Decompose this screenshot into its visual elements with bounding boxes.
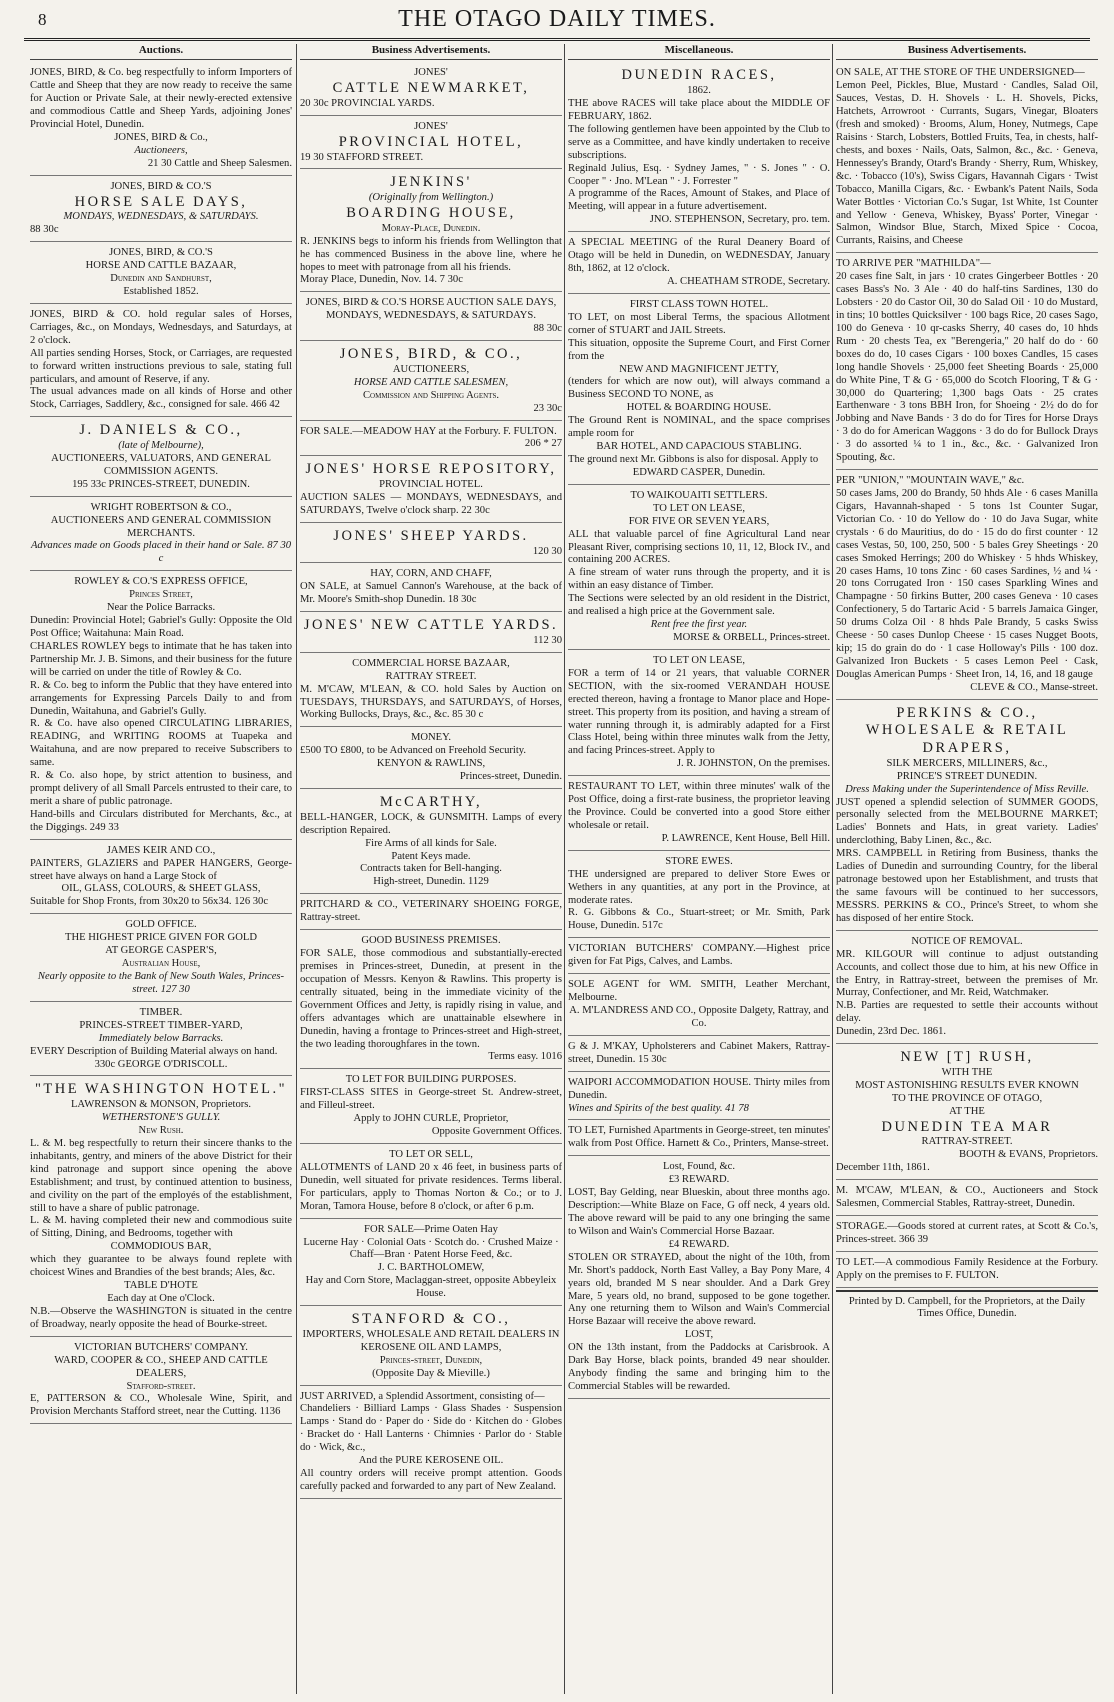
ad-text: MONEY. [410, 732, 452, 744]
ad-text: The ground next Mr. Gibbons is also for disposal. Apply to [568, 453, 819, 465]
advertisement [30, 64, 292, 175]
ad-text: Fire Arms of all kinds for Sale. [365, 837, 497, 849]
ad-text: TO LET, Furnished Apartments in George-street, ten minutes' walk from Post Office. Harnett & Co., Printers, Manse-street. [568, 1125, 830, 1150]
ad-text: All country orders will receive prompt attention. Goods carefully packed and forwarded to any part of New Zealand. [300, 1468, 562, 1492]
ad-headline: PROVINCIAL HOTEL, [338, 133, 524, 150]
ad-text: AT THE [949, 1105, 985, 1117]
ad-text: MORSE & ORBELL, Princes-street. [673, 631, 830, 643]
advertisement [836, 472, 1098, 700]
ad-text: Moray Place, Dunedin, Nov. 14. 7 30c [300, 274, 463, 286]
ad-text: 88 30c [30, 224, 59, 236]
ad-text: TO LET, on most Liberal Terms, the spacious Allotment corner of STUART and JAIL Streets. [568, 311, 830, 336]
ad-text: JONES' [414, 120, 448, 132]
advertisement [30, 419, 292, 496]
ad-headline: JONES, BIRD, & CO., [339, 346, 523, 363]
ad-text: STOLEN OR STRAYED, about the night of the 10th, from Mr. Short's paddock, North East Valley, a Bay Pony Mare, 4 years old, branded M S near shoulder. And a Dark Grey Mare, 5 years old, no brand, supposed to be gone together. Any one returning them to Wilson and Wain's Commercial Horse Bazaar will receive the above reward. [568, 1251, 830, 1328]
ad-text: New Rush. [138, 1125, 184, 1136]
ad-text: Commission and Shipping Agents. [362, 389, 499, 401]
ad-text: RATTRAY STREET. [385, 670, 477, 682]
ad-text: R. & Co. beg to inform the Public that they have entered into arrangements for Expressing Parcels Daily to and from Dunedin, Waitahuna, and Gabriel's Gully. [30, 679, 292, 717]
advertisement [568, 487, 830, 650]
ad-text: HOTEL & BOARDING HOUSE. [626, 402, 772, 414]
ad-text: All parties sending Horses, Stock, or Carriages, are requested to forward written instructions previous to sale, stating full particulars, and amount of Reserve, if any. [30, 347, 292, 385]
ad-text: Wines and Spirits of the best quality. 41 78 [568, 1102, 749, 1114]
ad-text: A SPECIAL MEETING of the Rural Deanery Board of Otago will be held in Dunedin, on WEDNESDAY, January 8th, 1862, at 12 o'clock. [568, 237, 830, 275]
ad-text: JONES, BIRD, & Co. beg respectfully to inform Importers of Cattle and Sheep that they are now ready to receive the same for Auction or Private Sale, at their newly-erected extensive and commodious Cattle and Sheep Yards, adjoining Jones' Provincial Hotel, Dunedin. [30, 67, 292, 131]
column-heading: Business Advertisements. [836, 44, 1098, 60]
ad-text: The Sections were selected by an old resident in the District, and realised a high price at the Government sale. [568, 593, 830, 618]
ad-text: High-street, Dunedin. 1129 [373, 876, 489, 888]
column-heading: Miscellaneous. [568, 44, 830, 60]
ad-text: The following gentlemen have been appointed by the Club to serve as a Committee, and have kindly undertaken to receive subscriptions. [568, 123, 830, 161]
ad-text: A. CHEATHAM STRODE, Secretary. [667, 276, 830, 287]
ad-text: FIRST-CLASS SITES in George-street St. Andrew-street, and Filleul-street. [300, 1087, 562, 1112]
ad-text: Each day at One o'Clock. [107, 1292, 215, 1304]
advertisement [568, 940, 830, 974]
ad-text: FOR SALE—Prime Oaten Hay [364, 1223, 498, 1235]
ad-text: Stafford-street. [126, 1380, 196, 1392]
ad-text: L. & M. having completed their new and commodious suite of Sitting, Dining, and Bedrooms, together with [30, 1215, 292, 1240]
ad-text: PER "UNION," "MOUNTAIN WAVE," &c. [836, 475, 1025, 487]
ad-text: CLEVE & CO., Manse-street. [970, 681, 1098, 693]
advertisement [300, 1388, 562, 1499]
advertisement [300, 343, 562, 420]
ad-text: OIL, GLASS, COLOURS, & SHEET GLASS, [61, 883, 261, 895]
newspaper-title: THE OTAGO DAILY TIMES. [398, 6, 716, 32]
advertisement [300, 64, 562, 116]
ad-text: FIRST CLASS TOWN HOTEL. [629, 298, 769, 310]
advertisement [300, 294, 562, 341]
ad-text: MONDAYS, WEDNESDAYS, & SATURDAYS. [326, 310, 536, 322]
ad-text: 330c GEORGE O'DRISCOLL. [94, 1058, 228, 1070]
ad-text: £3 REWARD. [668, 1174, 730, 1186]
advertisement [300, 1146, 562, 1219]
ad-text: WITH THE [941, 1066, 993, 1078]
advertisement [30, 1004, 292, 1077]
ad-headline: NEW [T] RUSH, [900, 1049, 1034, 1066]
advertisement [300, 525, 562, 564]
ad-text: IMPORTERS, WHOLESALE AND RETAIL DEALERS IN [302, 1328, 560, 1340]
ad-text: ON SALE, AT THE STORE OF THE UNDERSIGNED— [836, 67, 1085, 79]
column-divider [296, 44, 297, 1694]
ad-text: Immediately below Barracks. [98, 1032, 224, 1044]
ad-text: HORSE AND CATTLE BAZAAR, [85, 260, 237, 272]
ad-text: Patent Keys made. [391, 850, 471, 862]
advertisement [300, 565, 562, 612]
ad-text: JAMES KEIR AND CO., [106, 844, 216, 856]
ad-text: 120 30 [532, 545, 562, 557]
ad-text: TO WAIKOUAITI SETTLERS. [630, 489, 768, 501]
ad-text: JONES, BIRD & CO.'S HORSE AUCTION SALE DAYS, [305, 297, 557, 309]
column-4 [836, 44, 1098, 1694]
ad-text: TO LET ON LEASE, [652, 502, 745, 514]
ad-headline: DUNEDIN TEA MAR [881, 1118, 1053, 1135]
ad-text: (Originally from Wellington.) [368, 192, 494, 204]
ad-text: The usual advances made on all kinds of Horse and other Stock, Carriages, Saddlery, &c., consigned for sale. 466 42 [30, 386, 292, 411]
ad-headline: CATTLE NEWMARKET, [332, 80, 530, 97]
advertisement [30, 842, 292, 915]
advertisement [300, 896, 562, 930]
ad-text: STORE EWES. [665, 855, 733, 867]
ad-text: PAINTERS, GLAZIERS and PAPER HANGERS, George-street have always on hand a Large Stock of [30, 857, 292, 882]
ad-text: N.B. Parties are requested to settle their accounts without delay. [836, 1000, 1098, 1025]
ad-text: (late of Melbourne), [118, 439, 204, 451]
ad-text: PRINCE'S STREET DUNEDIN. [896, 770, 1038, 782]
ad-headline: BOARDING HOUSE, [346, 205, 516, 222]
ad-text: AUCTIONEERS AND GENERAL COMMISSION MERCHANTS. [50, 514, 272, 539]
ad-text: R. JENKINS begs to inform his friends from Wellington that he has commenced Business in the above line, where he hopes to meet with patronage from all his friends. [300, 235, 562, 273]
ad-text: Terms easy. 1016 [488, 1051, 562, 1063]
column-divider [564, 44, 565, 1694]
ad-text: Lucerne Hay · Colonial Oats · Scotch do. · Crushed Maize · Chaff—Bran · Patent Horse Feed, &c. [303, 1236, 559, 1261]
advertisement [568, 976, 830, 1036]
ad-text: Lemon Peel, Pickles, Blue, Mustard · Candles, Salad Oil, Sauces, Vestas, D. H. Shovels · L. H. Shovels, Picks, Hatchets, Arrowroot · Currants, Sugars, Vinegar, Bloaters (fresh and smoked) · Brooms, Alum, Honey, Nutmegs, Cape Raisins · Starch, Lobsters, Bottled Fruits, Tea, in chests, half-chests, and boxes · Nails, Oats, Salmon, &c., &c. · Geneva, Hennessey's Brandy, Otard's Brandy · Sherry, Rum, Whiskey, &c. · Tobacco (10's), Swiss Cigars, Havannah Cigars · Twist Tobacco, Manilla Cigars, &c. · Ewbank's Patent Nails, Soda Water Bottles · Victorian Co.'s Sugar, 1st White, 1st Counter and Yellow · Geneva, Whiskey, Byass' Porter, Vinegar · Salmon, Windsor Blue, Starch, Mixed Spice · Cocoa, Currants, Raisins, and Cheese [836, 80, 1098, 247]
ad-text: ON SALE, at Samuel Cannon's Warehouse, at the back of Mr. Moore's Smith-shop Dunedin. 18 30c [300, 581, 562, 606]
masthead [24, 6, 1090, 36]
ad-text: Reginald Julius, Esq. · Sydney James, " · S. Jones " · O. Cooper " · Jno. M'Lean " · J. Forrester " [568, 162, 830, 187]
ad-text: VICTORIAN BUTCHERS' COMPANY. [74, 1341, 248, 1353]
page-number: 8 [38, 10, 47, 29]
column-3 [568, 44, 830, 1694]
advertisement [836, 1182, 1098, 1216]
ad-text: MOST ASTONISHING RESULTS EVER KNOWN [855, 1079, 1079, 1091]
advertisement [568, 1074, 830, 1121]
ad-text: LOST, [684, 1329, 714, 1341]
ad-headline: "THE WASHINGTON HOTEL." [34, 1081, 288, 1098]
ad-text: J. R. JOHNSTON, On the premises. [676, 758, 830, 770]
advertisement [300, 655, 562, 728]
ad-text: ALL that valuable parcel of fine Agricultural Land near Pleasant River, comprising sections 10, 11, 12, Block IV., and containing 200 ACRES. [568, 528, 830, 566]
printer-imprint: Printed by D. Campbell, for the Proprietors, at the Daily Times Office, Dunedin. [836, 1290, 1098, 1322]
column-2 [300, 44, 562, 1694]
advertisement [300, 1221, 562, 1307]
ad-text: £500 TO £800, to be Advanced on Freehold Security. [300, 745, 527, 757]
ad-text: R. & Co. have also opened CIRCULATING LIBRARIES, READING, and WRITING ROOMS at Tuapeka and Waitahuna, and are now prepared to receive Subscribers to same. [30, 718, 292, 769]
advertisement [30, 1078, 292, 1336]
advertisement [836, 1046, 1098, 1180]
ad-text: JUST ARRIVED, a Splendid Assortment, consisting of— [300, 1390, 545, 1402]
advertisement [568, 652, 830, 776]
advertisement [300, 729, 562, 789]
ad-text: 1862. [687, 85, 711, 97]
advertisement [568, 1122, 830, 1156]
advertisement [300, 932, 562, 1069]
ad-text: BOOTH & EVANS, Proprietors. [959, 1149, 1098, 1161]
ad-text: 112 30 [533, 634, 562, 646]
ad-text: JUST opened a splendid selection of SUMMER GOODS, personally selected from the MELBOURNE MARKET; Ladies' Bonnets and Hats, in great variety. Ladies' underclothing, Baby Linen, &c., &c. [836, 796, 1098, 847]
ad-text: R. & Co. also hope, by strict attention to business, and prompt delivery of all Small Parcels entrusted to their care, to merit a share of public patronage. [30, 770, 292, 807]
ad-text: Moray-Place, Dunedin. [381, 222, 481, 234]
ad-text: JONES, BIRD & CO.'S [110, 180, 212, 192]
ad-text: The Ground Rent is NOMINAL, and the space comprises ample room for [568, 415, 830, 440]
column-divider [832, 44, 833, 1694]
ad-text: AUCTIONEERS, [392, 363, 470, 375]
ad-text: N.B.—Observe the WASHINGTON is situated in the centre of Broadway, nearly opposite the head of Bourke-street. [30, 1305, 292, 1330]
advertisement [30, 1339, 292, 1425]
ad-text: BELL-HANGER, LOCK, & GUNSMITH. Lamps of every description Repaired. [300, 811, 562, 836]
ad-text: Dunedin: Provincial Hotel; Gabriel's Gully: Opposite the Old Post Office; Waitahuna: Main Road. [30, 615, 292, 639]
advertisement [300, 118, 562, 170]
ad-text: TO LET OR SELL, [389, 1148, 473, 1160]
advertisement [836, 1218, 1098, 1252]
ad-text: WAIPORI ACCOMMODATION HOUSE. Thirty miles from Dunedin. [568, 1076, 830, 1101]
ad-text: 19 30 STAFFORD STREET. [300, 151, 424, 163]
advertisement [300, 614, 562, 653]
ad-text: A fine stream of water runs through the property, and it is within an easy distance of Timber. [568, 567, 830, 592]
ad-text: M. M'CAW, M'LEAN, & CO., Auctioneers and Stock Salesmen, Commercial Stables, Rattray-street, Dunedin. [836, 1184, 1098, 1209]
ad-text: Contracts taken for Bell-hanging. [360, 863, 502, 875]
ad-text: Princes-street, Dunedin, [379, 1354, 483, 1366]
ad-text: Lost, Found, &c. [662, 1161, 736, 1173]
ad-text: HAY, CORN, AND CHAFF, [370, 568, 492, 580]
ad-text: MONDAYS, WEDNESDAYS, & SATURDAYS. [63, 211, 259, 223]
ad-text: 195 33c PRINCES-STREET, DUNEDIN. [72, 478, 250, 490]
advertisement [568, 234, 830, 294]
ad-text: AUCTIONEERS, VALUATORS, AND GENERAL COMMISSION AGENTS. [51, 452, 271, 477]
ad-text: G & J. M'KAY, Upholsterers and Cabinet Makers, Rattray-street, Dunedin. 15 30c [568, 1040, 830, 1065]
ad-text: P. LAWRENCE, Kent House, Bell Hill. [661, 832, 830, 844]
ad-text: BAR HOTEL, AND CAPACIOUS STABLING. [596, 441, 802, 453]
ad-text: EVERY Description of Building Material always on hand. [30, 1045, 278, 1057]
advertisement [836, 64, 1098, 253]
ad-text: JNO. STEPHENSON, Secretary, pro. tem. [649, 214, 830, 226]
ad-text: WRIGHT ROBERTSON & CO., [90, 501, 232, 513]
advertisement [568, 853, 830, 939]
masthead-rule [24, 38, 1090, 41]
ad-text: Near the Police Barracks. [106, 602, 216, 614]
ad-text: JONES, BIRD & Co., [114, 132, 208, 144]
ad-text: J. C. BARTHOLOMEW, [377, 1262, 485, 1274]
ad-headline: JONES' HORSE REPOSITORY, [305, 461, 557, 478]
ad-text: 20 30c PROVINCIAL YARDS. [300, 98, 435, 110]
ad-text: THE HIGHEST PRICE GIVEN FOR GOLD [65, 932, 257, 944]
ad-text: TO ARRIVE PER "MATHILDA"— [836, 258, 991, 270]
column-heading: Business Advertisements. [300, 44, 562, 60]
ad-text: Nearly opposite to the Bank of New South Wales, Princes-street. 127 30 [37, 971, 285, 995]
ad-text: TO THE PROVINCE OF OTAGO, [891, 1092, 1043, 1104]
ad-headline: J. DANIELS & CO., [79, 422, 243, 439]
ad-text: M. M'CAW, M'LEAN, & CO. hold Sales by Auction on TUESDAYS, THURSDAYS, and SATURDAYS, of Horses, Working Bullocks, Drays, &c., &c. 85 30 c [300, 683, 562, 721]
ad-text: Princes-street, Dunedin. [459, 771, 562, 783]
advertisement [300, 791, 562, 894]
ad-headline: McCARTHY, [379, 794, 483, 811]
advertisement [836, 1254, 1098, 1288]
ad-text: L. & M. beg respectfully to return their sincere thanks to the inhabitants, gentry, and miners of the above District for their kind patronage and support since opening the above Establishment; and trust, by continued attention to business, and civility on the part of the employés of the establishment, still to have a share of public patronage. [30, 1137, 292, 1214]
ad-text: Chandeliers · Billiard Lamps · Glass Shades · Suspension Lamps · Stand do · Paper do · Side do · Kitchen do · Globes · Bracket do · Hall Lanterns · Chimnies · Parlor do · Stable do · Wick, &c., [300, 1403, 562, 1454]
ad-text: Apply to JOHN CURLE, Proprietor, [353, 1113, 509, 1125]
ad-headline: WHOLESALE & RETAIL DRAPERS, [865, 722, 1069, 757]
ad-text: PRITCHARD & CO., VETERINARY SHOEING FORGE, Rattray-street. [300, 899, 562, 924]
ad-text: 88 30c [533, 323, 562, 335]
ad-text: Auctioneers, [134, 144, 188, 156]
ad-text: Hand-bills and Circulars distributed for Merchants, &c., at the Diggings. 249 33 [30, 808, 292, 833]
ad-text: LOST, Bay Gelding, near Blueskin, about three months ago. Description:—White Blaze on Face, G off neck, 4 years old. The above reward will be paid to any one bringing the same to Wilson and Wain's Commercial Horse Bazaar. [568, 1187, 830, 1237]
advertisement [30, 244, 292, 304]
ad-text: ALLOTMENTS of LAND 20 x 46 feet, in business parts of Dunedin, well situated for private residences. Terms liberal. For particulars, apply to Thomas Norton & Co.; or to J. Moran, Tamora House, before 8 o'clock, or after 6 p.m. [300, 1161, 562, 1212]
ad-text: which they guarantee to be always found replete with choicest Wines and Brandies of the best brands; Ales, &c. [30, 1254, 292, 1279]
ad-text: TO LET FOR BUILDING PURPOSES. [345, 1074, 517, 1086]
ad-text: NOTICE OF REMOVAL. [911, 935, 1023, 947]
advertisement [30, 306, 292, 417]
ad-text: Australian House, [121, 958, 201, 970]
advertisement [30, 499, 292, 572]
ad-headline: JONES' NEW CATTLE YARDS. [303, 617, 559, 634]
ad-text: VICTORIAN BUTCHERS' COMPANY.—Highest price given for Fat Pigs, Calves, and Lambs. [568, 943, 830, 968]
ad-text: JONES, BIRD & CO. hold regular sales of Horses, Carriages, &c., on Mondays, Wednesdays, and Saturdays, at 2 o'clock. [30, 308, 292, 346]
ad-text: 206 * 27 [524, 438, 562, 450]
ad-text: AUCTION SALES — MONDAYS, WEDNESDAYS, and SATURDAYS, Twelve o'clock sharp. 22 30c [300, 491, 562, 516]
advertisement [568, 296, 830, 485]
ad-text: TABLE D'HOTE [124, 1280, 198, 1292]
advertisement [30, 178, 292, 242]
ad-text: Advances made on Goods placed in their hand or Sale. 87 30 c [30, 540, 292, 565]
advertisement [836, 255, 1098, 470]
ad-text: Established 1852. [123, 286, 199, 297]
ad-text: STORAGE.—Goods stored at current rates, at Scott & Co.'s, Princes-street. 366 39 [836, 1220, 1098, 1245]
ad-headline: STANFORD & CO., [351, 1311, 511, 1328]
ad-text: MRS. CAMPBELL in Retiring from Business, thanks the Ladies of Dunedin and surrounding Country, for the liberal patronage bestowed upon her Establishment, and trusts that the same favours will be continued to her successors, MESSRS. PERKINS & CO., Prince's Street, to whom she has disposed of her entire Stock. [836, 848, 1098, 924]
ad-text: THE above RACES will take place about the MIDDLE OF FEBRUARY, 1862. [568, 98, 830, 122]
ad-text: FOR SALE.—MEADOW HAY at the Forbury. F. FULTON. [300, 425, 557, 437]
ad-text: TO LET.—A commodious Family Residence at the Forbury. Apply on the premises to F. FULTON. [836, 1256, 1098, 1281]
advertisement [30, 916, 292, 1002]
ad-headline: JONES' SHEEP YARDS. [333, 527, 529, 544]
ad-text: Suitable for Shop Fronts, from 30x20 to 56x34. 126 30c [30, 896, 269, 908]
ad-text: A. M'LANDRESS AND CO., Opposite Dalgety, Rattray, and Co. [569, 1005, 829, 1029]
ad-text: December 11th, 1861. [836, 1162, 930, 1174]
ad-text: ON the 13th instant, from the Paddocks at Carisbrook. A Dark Bay Horse, black points, branded 49 near shoulder. Anybody finding the same and bringing him to the Commercial Stables will be rewarded. [568, 1342, 830, 1392]
ad-text: R. G. Gibbons & Co., Stuart-street; or Mr. Smith, Park House, Dunedin. 517c [568, 907, 830, 932]
advertisement [568, 1158, 830, 1399]
ad-text: This situation, opposite the Supreme Court, and First Corner from the [568, 337, 830, 362]
ad-text: RATTRAY-STREET. [921, 1136, 1013, 1148]
advertisement [836, 933, 1098, 1044]
advertisement [836, 702, 1098, 931]
column-heading: Auctions. [30, 44, 292, 60]
advertisement [300, 171, 562, 292]
ad-text: E, PATTERSON & CO., Wholesale Wine, Spirit, and Provision Merchants Stafford street, near the Cutting. 1136 [30, 1393, 292, 1418]
advertisement [30, 573, 292, 839]
ad-text: MR. KILGOUR will continue to adjust outstanding Accounts, and collect those due to him, at his new Office in the Entry, in Rattray-street, between the premises of Mr. Murray, Confectioner, and Mr. Reid, Watchmaker. [836, 948, 1098, 999]
ad-text: Dunedin, 23rd Dec. 1861. [836, 1026, 947, 1038]
ad-text: RESTAURANT TO LET, within three minutes' walk of the Post Office, doing a first-rate business, the proprietor leaving the Province. Could be converted into a good Store either wholesale or retail. [568, 781, 830, 831]
ad-text: WETHERSTONE'S GULLY. [101, 1112, 221, 1124]
ad-text: KENYON & RAWLINS, [376, 758, 486, 770]
ad-text: Hay and Corn Store, Maclaggan-street, opposite Abbeyleix House. [305, 1275, 557, 1300]
ad-text: Princes Street, [129, 589, 193, 601]
ad-text: HORSE AND CATTLE SALESMEN, [353, 376, 509, 388]
ad-text: COMMODIOUS BAR, [110, 1241, 212, 1253]
ad-text: SILK MERCERS, MILLINERS, &c., [886, 757, 1048, 769]
advertisement [300, 458, 562, 522]
ad-text: SOLE AGENT for WM. SMITH, Leather Merchant, Melbourne. [568, 979, 830, 1004]
advertisement [300, 1071, 562, 1144]
ad-text: JONES, BIRD, & CO.'S [109, 247, 213, 259]
ad-text: WARD, COOPER & CO., SHEEP AND CATTLE DEALERS, [54, 1354, 268, 1379]
ad-headline: DUNEDIN RACES, [621, 67, 777, 84]
ad-text: JONES' [414, 67, 448, 79]
ad-text: PRINCES-STREET TIMBER-YARD, [79, 1019, 243, 1031]
ad-text: £4 REWARD. [668, 1238, 730, 1250]
ad-text: EDWARD CASPER, Dunedin. [632, 466, 766, 478]
ad-text: 23 30c [533, 402, 562, 414]
ad-text: (tenders for which are now out), will always command a Business SECOND TO NONE, as [568, 376, 830, 401]
ad-text: 20 cases fine Salt, in jars · 10 crates Gingerbeer Bottles · 20 cases Bass's No. 3 Ale · 40 do half-tins Sardines, 130 do Lobsters · 20 do Castor Oil, 30 do Salad Oil · 10 do Mustard, in tins; 10 bottles Quicksilver · 100 bags Rice, 20 cases Sago, 100 do Geneva · 10 qr-casks Sherry, 40 cases do, 10 hhds Rum · 20 chests Tea, ex "Berengeria," 20 half do do · 60 boxes do do, 10 cases Cigars · 100 boxes Candles, 15 cases long handle Shovels · 25,000 feet Sheeting Boards · 25,000 do White Pine, T & G · 65,000 do Scotch Flooring, T & G · 30,000 do Quartering; 1,300 bags Oats · 25 crates Earthenware · 3 tons BBH Iron, for Shoeing · 2½ do do for Jobbing and Nave Bands · 3 do do for Tires for Horse Drays · 3 do do for American Waggons · 3 do do for Bullock Drays · 3 do assorted ¼ to 1 in., &c., &c. · Galvanized Iron Spouting, &c. [836, 271, 1098, 464]
ad-text: FOR SALE, those commodious and substantially-erected premises in Princes-street, Dunedin, at present in the occupation of Messrs. Kenyon & Rawlins. This property is centrally situated, being in the immediate vicinity of the Government Offices and Jetty, is rapidly rising in value, and offers advantages which are unattainable elsewhere in Dunedin, having a frontage to Princes-street and High-street, the two leading thoroughfares in the town. [300, 948, 562, 1050]
advertisement [568, 64, 830, 232]
ad-text: Opposite Government Offices. [431, 1126, 562, 1138]
advertisement [568, 1038, 830, 1072]
ad-text: AT GEORGE CASPER'S, [105, 945, 217, 957]
ad-text: NEW AND MAGNIFICENT JETTY, [619, 363, 779, 375]
ad-text: TO LET ON LEASE, [652, 654, 745, 666]
ad-text: FOR a term of 14 or 21 years, that valuable CORNER SECTION, with the six-roomed VERANDAH HOUSE erected thereon, having a frontage to Manor place and Hope-street. This property from its position, and having a stream of water running through it, is admirably adapted for a First Class Hotel, being within three minutes walk from the Jetty, and facing Princes-street. Apply to [568, 667, 830, 757]
ad-text: Dunedin and Sandhurst, [110, 273, 212, 285]
ad-text: ROWLEY & CO.'S EXPRESS OFFICE, [74, 576, 248, 588]
advertisement [300, 1308, 562, 1385]
ad-text: And the PURE KEROSENE OIL. [358, 1455, 504, 1467]
ad-text: PROVINCIAL HOTEL. [379, 479, 483, 491]
ad-text: 21 30 Cattle and Sheep Salesmen. [147, 157, 292, 169]
advertisement [300, 423, 562, 457]
ad-text: GOLD OFFICE. [125, 919, 197, 931]
column-1 [30, 44, 292, 1694]
ad-headline: JENKINS' [390, 174, 472, 191]
ad-text: THE undersigned are prepared to deliver Store Ewes or Wethers in any quantities, at any port in the Province, at moderate rates. [568, 868, 830, 906]
ad-headline: PERKINS & CO., [896, 704, 1038, 721]
ad-text: Rent free the first year. [650, 619, 748, 631]
ad-text: COMMERCIAL HORSE BAZAAR, [352, 657, 510, 669]
ad-text: CHARLES ROWLEY begs to intimate that he has taken into Partnership Mr. J. B. Simons, and their business for the future will be carried on under the title of Rowley & Co. [30, 640, 292, 678]
ad-text: KEROSENE OIL AND LAMPS, [360, 1341, 502, 1353]
ad-text: FOR FIVE OR SEVEN YEARS, [628, 515, 770, 527]
ad-text: (Opposite Day & Mieville.) [372, 1367, 490, 1379]
ad-text: GOOD BUSINESS PREMISES. [361, 935, 501, 947]
ad-text: Dress Making under the Superintendence of Miss Reville. [845, 783, 1089, 795]
ad-text: LAWRENSON & MONSON, Proprietors. [70, 1099, 252, 1111]
advertisement [568, 778, 830, 851]
ad-text: A programme of the Races, Amount of Stakes, and Place of Meeting, will appear in a future advertisement. [568, 188, 830, 213]
ad-text: TIMBER. [139, 1006, 183, 1018]
ad-headline: HORSE SALE DAYS, [74, 193, 248, 210]
ad-text: 50 cases Jams, 200 do Brandy, 50 hhds Ale · 6 cases Manilla Cigars, Havannah-shaped · 5 tons 1st Counter Sugar, Victorian Co. · 10 do Yellow do · 10 do Java Sugar, white crystals · 6 do Mauritius, do do · 15 do do first counter · 12 cases Vestas, 50, 100, 250, 500 · 5 bales Grey Sheetings · 20 cases Smoked Herrings; 200 do Whiskey · 5 hhds Whiskey, 20 cases Hams, 10 tons Zinc · 60 cases Sardines, ½ and ¼ · 20 tons Corrugated Iron · 150 cases Sparkling Wines and Champagne · 50 firkins Butter, 200 cases Geneva · 10 cases Confectionery, 5 do Tartaric Acid · 5 barrels Jamaica Ginger, 50 drums Colza Oil · 8 hhds Pale Brandy, 5 casks Swiss Cheese · 50 cases Dunlop Cheese · 15 cases Nugget Boots, kip; 15 do grain do do · 1 case Holloway's Pills · 100 doz. Galvanized Iron Buckets · 5 cases Lemon Peel · Cask, Douglas American Pumps · Sheet Iron, 14, 16, and 18 gauge [836, 487, 1098, 680]
